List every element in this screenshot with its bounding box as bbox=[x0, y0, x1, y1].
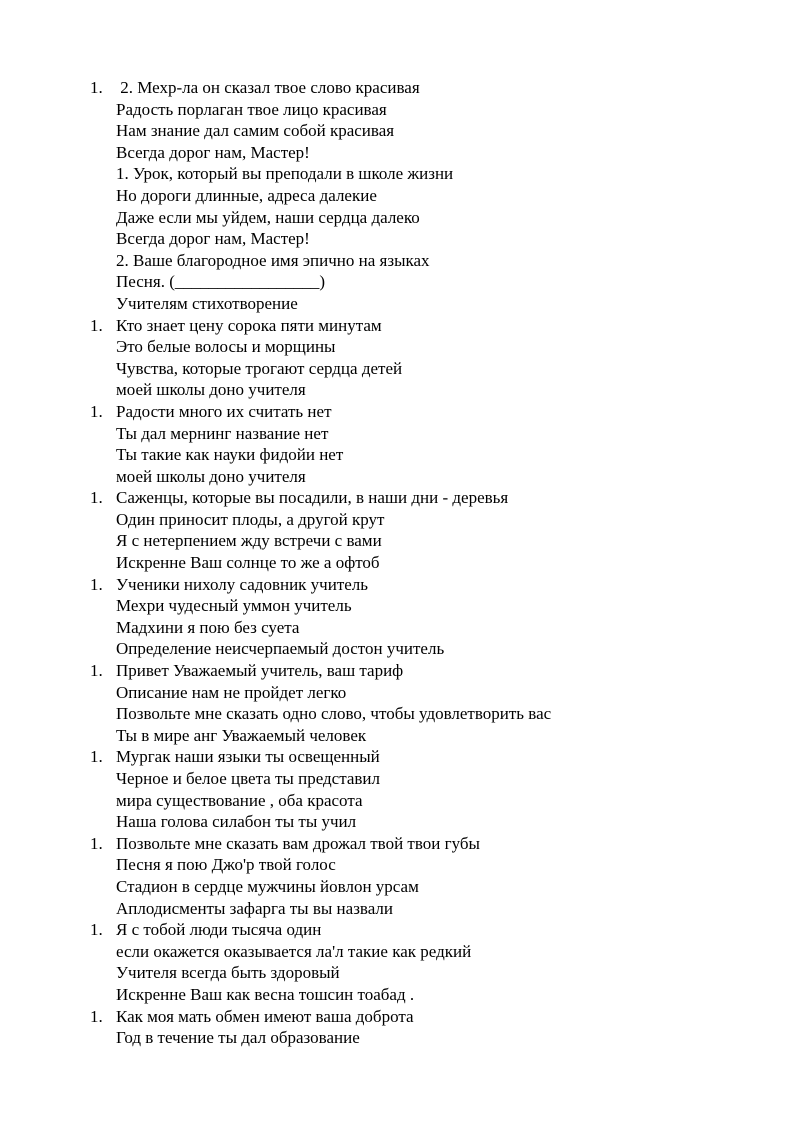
poem-line: 1. Урок, который вы преподали в школе жизни bbox=[116, 164, 454, 184]
poem-line: Ты такие как науки фидойи нет bbox=[116, 445, 344, 465]
poem-body bbox=[90, 77, 770, 1049]
stanza bbox=[90, 833, 770, 919]
poem-line: Песня. (_________________) bbox=[116, 272, 326, 292]
list-number: 1. bbox=[90, 315, 103, 335]
poem-line: Черное и белое цвета ты представил bbox=[116, 769, 381, 788]
poem-line: Мадхини я пою без суета bbox=[116, 617, 300, 637]
poem-line: Описание нам не пройдет легко bbox=[116, 682, 347, 702]
poem-line: Ты в мире анг Уважаемый человек bbox=[116, 725, 367, 745]
list-number: 1. bbox=[90, 574, 103, 594]
poem-line: Привет Уважаемый учитель, ваш тариф bbox=[116, 661, 404, 681]
poem-line: Стадион в сердце мужчины йовлон урсам bbox=[116, 876, 419, 896]
poem-line: Позвольте мне сказать вам дрожал твой твои губы bbox=[116, 833, 480, 853]
poem-line: Нам знание дал самим собой красивая bbox=[116, 121, 395, 141]
poem-line: Искренне Ваш как весна тошсин тоабад . bbox=[116, 984, 415, 1004]
list-number: 1. bbox=[90, 661, 103, 681]
poem-line: Наша голова силабон ты ты учил bbox=[116, 812, 357, 832]
stanza bbox=[90, 660, 770, 746]
list-number: 1. bbox=[90, 401, 103, 421]
poem-line: Аплодисменты зафарга ты вы назвали bbox=[116, 898, 393, 918]
poem-line: Я с нетерпением жду встречи с вами bbox=[116, 531, 382, 551]
poem-line: Ты дал мернинг название нет bbox=[116, 423, 329, 443]
poem-line: Кто знает цену сорока пяти минутам bbox=[116, 315, 382, 335]
poem-line: Даже если мы уйдем, наши сердца далеко bbox=[116, 207, 420, 227]
poem-line: 2. Мехр-ла он сказал твое слово красивая bbox=[116, 78, 420, 97]
poem-line: Позвольте мне сказать одно слово, чтобы удовлетворить вас bbox=[116, 704, 552, 724]
poem-line: Всегда дорог нам, Мастер! bbox=[116, 229, 310, 249]
stanza bbox=[90, 487, 770, 573]
poem-line: Определение неисчерпаемый достон учитель bbox=[116, 639, 445, 659]
poem-line: Саженцы, которые вы посадили, в наши дни - деревья bbox=[116, 488, 509, 508]
stanza bbox=[90, 315, 770, 401]
poem-line: Мургак наши языки ты освещенный bbox=[116, 747, 380, 767]
poem-line: 2. Ваше благородное имя эпично на языках bbox=[116, 250, 430, 270]
list-number: 1. bbox=[90, 488, 103, 508]
poem-line: Искренне Ваш солнце то же а офтоб bbox=[116, 553, 380, 573]
list-number: 1. bbox=[90, 920, 103, 940]
list-number: 1. bbox=[90, 833, 103, 853]
poem-line: мира существование , оба красота bbox=[116, 790, 363, 810]
poem-line: Ученики нихолу садовник учитель bbox=[116, 574, 369, 594]
poem-line: Учителям стихотворение bbox=[116, 293, 298, 313]
list-number: 1. bbox=[90, 78, 103, 97]
list-number: 1. bbox=[90, 1006, 103, 1026]
poem-line: Но дороги длинные, адреса далекие bbox=[116, 185, 377, 205]
poem-line: Всегда дорог нам, Мастер! bbox=[116, 142, 310, 162]
poem-line: Радость порлаган твое лицо красивая bbox=[116, 99, 387, 119]
list-number: 1. bbox=[90, 747, 103, 767]
poem-line: Мехри чудесный уммон учитель bbox=[116, 596, 352, 616]
stanza bbox=[90, 746, 770, 832]
stanza bbox=[90, 77, 770, 315]
poem-line: Год в течение ты дал образование bbox=[116, 1028, 360, 1048]
poem-line: Я с тобой люди тысяча один bbox=[116, 920, 322, 940]
stanza bbox=[90, 574, 770, 660]
poem-line: Чувства, которые трогают сердца детей bbox=[116, 358, 403, 378]
poem-line: Как моя мать обмен имеют ваша доброта bbox=[116, 1006, 414, 1026]
stanza bbox=[90, 1006, 770, 1049]
poem-line: Учителя всегда быть здоровый bbox=[116, 963, 340, 983]
stanza bbox=[90, 919, 770, 1005]
poem-line: моей школы доно учителя bbox=[116, 466, 306, 486]
stanza bbox=[90, 401, 770, 487]
poem-line: Песня я пою Джо'р твой голос bbox=[116, 855, 336, 875]
poem-line: Радости много их считать нет bbox=[116, 401, 332, 421]
poem-line: если окажется оказывается ла'л такие как редкий bbox=[116, 941, 472, 961]
poem-line: Это белые волосы и морщины bbox=[116, 337, 336, 357]
poem-line: Один приносит плоды, а другой крут bbox=[116, 509, 385, 529]
poem-line: моей школы доно учителя bbox=[116, 380, 306, 400]
